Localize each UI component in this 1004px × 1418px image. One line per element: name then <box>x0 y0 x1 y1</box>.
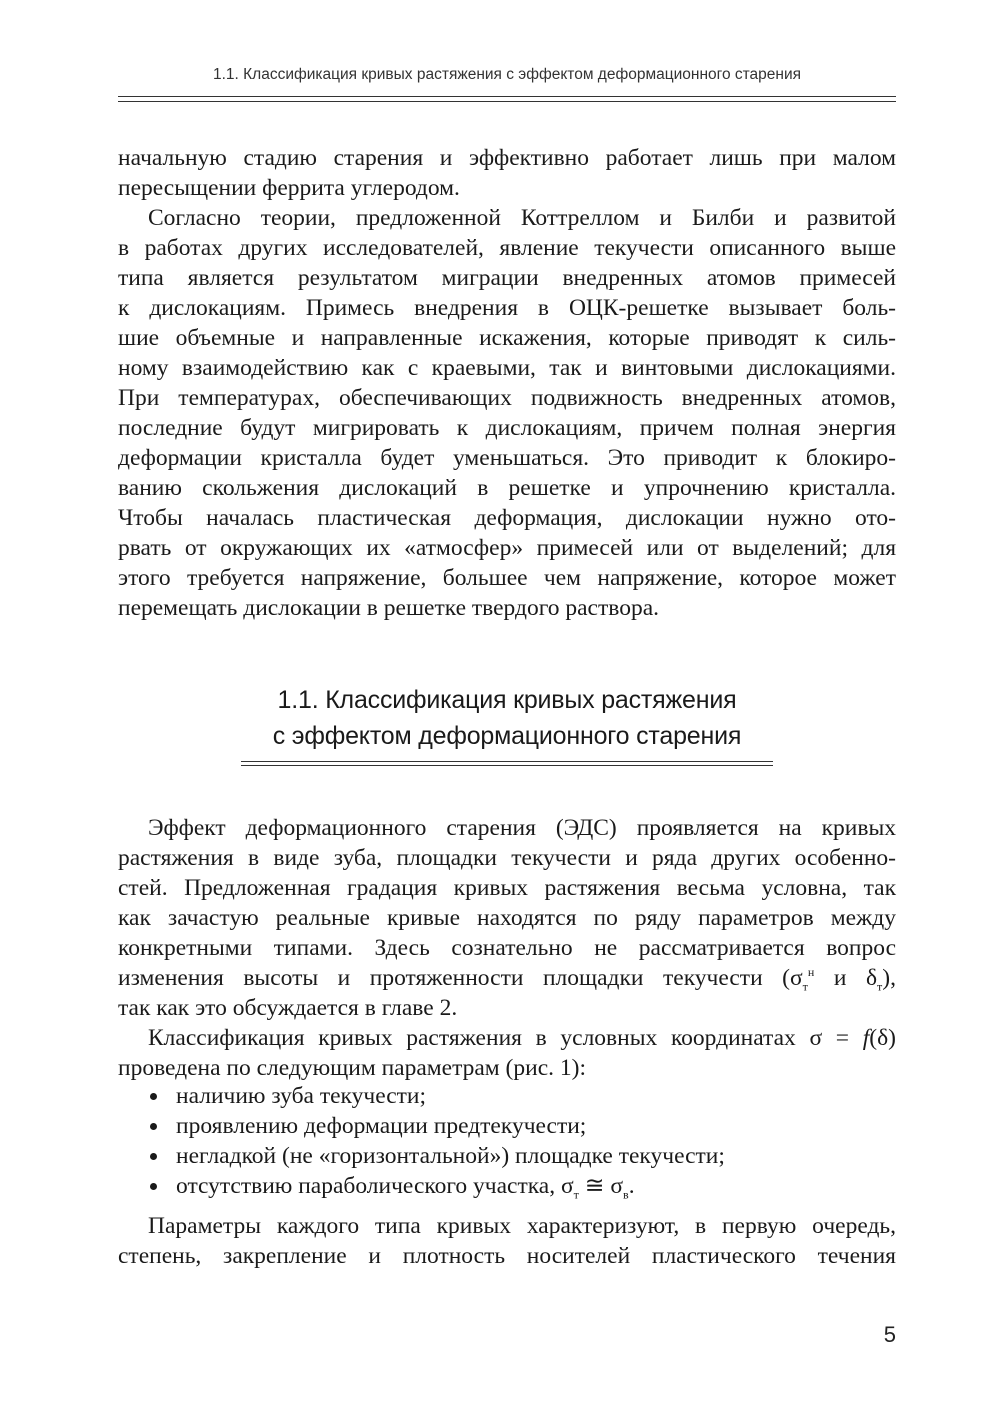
bullet-icon <box>150 1093 157 1100</box>
bullet-icon <box>150 1153 157 1160</box>
subscript-t: т <box>877 979 883 994</box>
section-title <box>118 682 896 754</box>
text-line: в работах других исследователей, явление текучести описанного выше <box>118 235 896 261</box>
text-line: так как это обсуждается в главе 2. <box>118 995 458 1021</box>
text-line-formula <box>118 963 896 993</box>
list-item <box>118 1141 896 1171</box>
list-item <box>118 1111 896 1141</box>
text-line: перемещать дислокации в решетке твердого раствора. <box>118 595 659 621</box>
paragraph-3 <box>118 813 896 1023</box>
text-line: последние будут мигрировать к дислокациям, причем полная энергия <box>118 415 896 441</box>
text-line: типа является результатом миграции внедренных атомов примесей <box>118 265 896 291</box>
list-item-text: наличию зуба текучести; <box>176 1083 427 1109</box>
text-line: ванию скольжения дислокаций в решетке и упрочнению кристалла. <box>118 475 896 501</box>
text-line: растяжения в виде зуба, площадки текучести и ряда других особенно- <box>118 845 896 871</box>
title-rule <box>241 761 773 762</box>
paragraph-4 <box>118 1023 896 1083</box>
bullet-icon <box>150 1183 157 1190</box>
list-item-text: проявлению деформации предтекучести; <box>176 1113 587 1139</box>
paragraph-5 <box>118 1211 896 1271</box>
paragraph-1 <box>118 143 896 203</box>
text-line: проведена по следующим параметрам (рис. 1): <box>118 1055 586 1081</box>
text-line: Согласно теории, предложенной Коттреллом и Билби и развитой <box>148 205 896 231</box>
header-rule-thin <box>118 101 896 102</box>
text-line: При температурах, обеспечивающих подвижность внедренных атомов, <box>118 385 896 411</box>
header-rule <box>118 96 896 97</box>
bullet-icon <box>150 1123 157 1130</box>
list-item-text: негладкой (не «горизонтальной») площадке текучести; <box>176 1143 725 1169</box>
running-head: 1.1. Классификация кривых растяжения с эффектом деформационного старения <box>212 66 802 83</box>
formula-and: и δ <box>814 965 878 991</box>
text-line: Эффект деформационного старения (ЭДС) проявляется на кривых <box>148 815 896 841</box>
superscript-n: н <box>807 965 815 980</box>
list-item-text: отсутствию параболического участка, σ <box>176 1173 574 1199</box>
text-line: шие объемные и направленные искажения, которые приводят к силь- <box>118 325 896 351</box>
subscript-t: т <box>802 979 808 994</box>
subscript-t: т <box>573 1187 579 1202</box>
section-title-line-2: с эффектом деформационного старения <box>272 722 742 750</box>
list-item <box>118 1081 896 1111</box>
subscript-v: в <box>623 1187 629 1202</box>
formula-text: Классификация кривых растяжения в условных координатах σ = <box>148 1025 863 1051</box>
text-line: Параметры каждого типа кривых характеризуют, в первую очередь, <box>148 1213 896 1239</box>
text-line: степень, закрепление и плотность носителей пластического течения <box>118 1243 896 1269</box>
title-rule-2 <box>241 765 773 766</box>
text-line-formula <box>118 1023 896 1053</box>
page-number: 5 <box>883 1322 896 1347</box>
text-line: ному взаимодействию как с краевыми, так и винтовыми дислокациями. <box>118 355 896 381</box>
paragraph-2 <box>118 203 896 623</box>
list-item <box>118 1171 896 1201</box>
bullet-list <box>118 1081 896 1201</box>
text-line: к дислокациям. Примесь внедрения в ОЦК-решетке вызывает боль- <box>118 295 896 321</box>
text-line: этого требуется напряжение, большее чем напряжение, которое может <box>118 565 896 591</box>
formula-delta: (δ) <box>869 1025 896 1051</box>
text-line: Чтобы началась пластическая деформация, дислокации нужно ото- <box>118 505 896 531</box>
formula-close: ), <box>882 965 896 991</box>
text-line: пересыщении феррита углеродом. <box>118 175 460 201</box>
text-line: как зачастую реальные кривые находятся по ряду параметров между <box>118 905 896 931</box>
text-line: стей. Предложенная градация кривых растяжения весьма условна, так <box>118 875 896 901</box>
text-line: конкретными типами. Здесь сознательно не рассматривается вопрос <box>118 935 896 961</box>
section-title-line-1: 1.1. Классификация кривых растяжения <box>277 686 737 714</box>
formula-text: изменения высоты и протяженности площадки текучести (σ <box>118 965 803 991</box>
text-line: начальную стадию старения и эффективно работает лишь при малом <box>118 145 896 171</box>
approx-sign: ≅ σ <box>578 1173 624 1199</box>
function-f: f <box>862 1025 870 1051</box>
text-line: деформации кристалла будет уменьшаться. Это приводит к блокиро- <box>118 445 896 471</box>
text-line: рвать от окружающих их «атмосфер» примесей или от выделений; для <box>118 535 896 561</box>
list-item-end: . <box>628 1173 635 1199</box>
